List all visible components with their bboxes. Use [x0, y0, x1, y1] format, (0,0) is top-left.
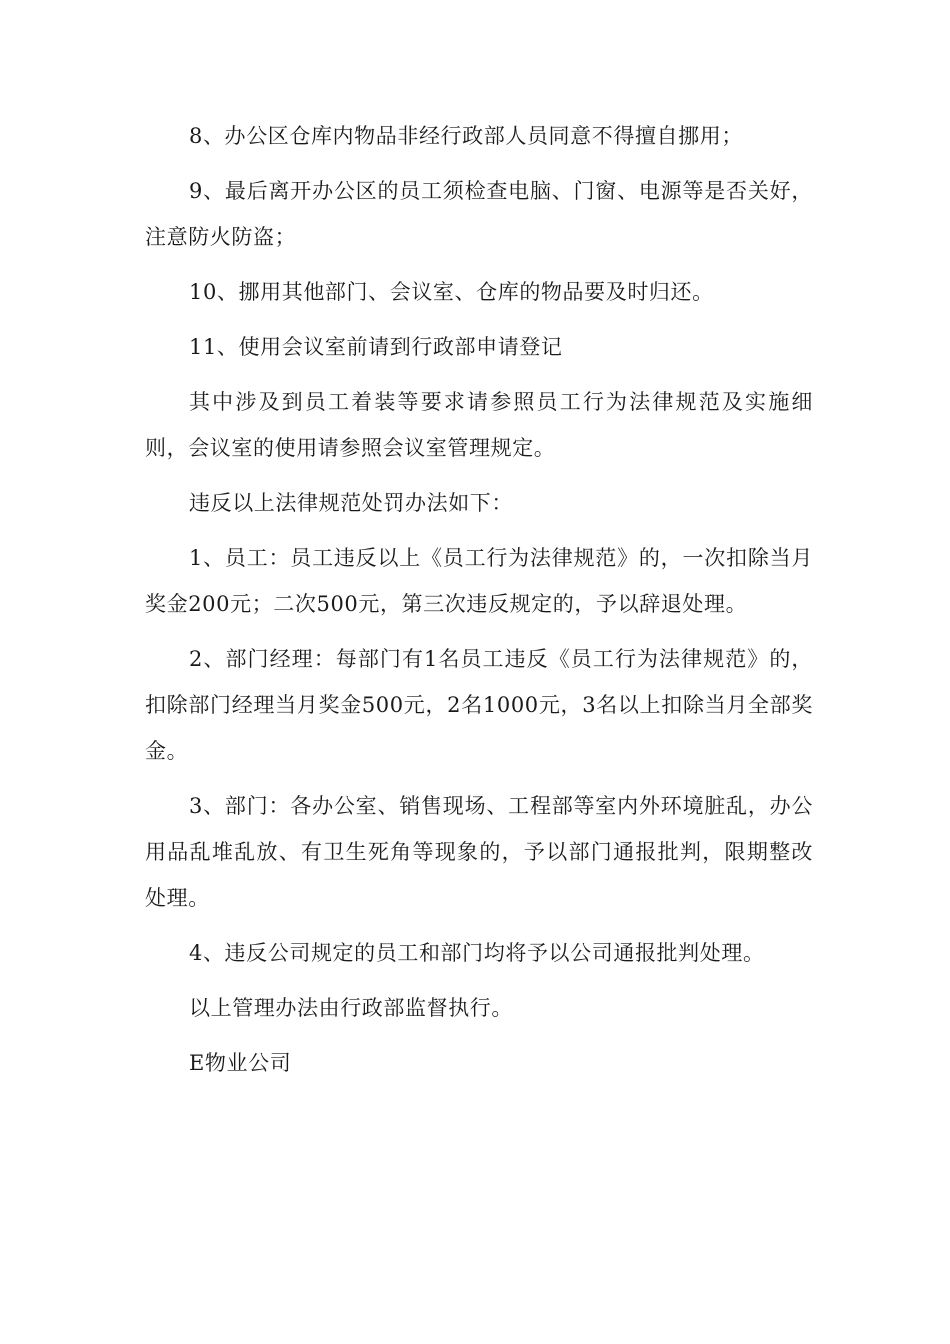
reference-note: 其中涉及到员工着装等要求请参照员工行为法律规范及实施细则，会议室的使用请参照会议室管理规定。 [145, 390, 813, 460]
supervision-note: 以上管理办法由行政部监督执行。 [189, 996, 513, 1020]
penalty-department: 3、部门：各办公室、销售现场、工程部等室内外环境脏乱，办公用品乱堆乱放、有卫生死角等现象的，予以部门通报批判，限期整改处理。 [145, 794, 813, 910]
rule-item-8: 8、办公区仓库内物品非经行政部人员同意不得擅自挪用； [189, 124, 743, 148]
penalty-heading: 违反以上法律规范处罚办法如下： [189, 491, 513, 515]
company-signature: E物业公司 [189, 1051, 292, 1075]
rule-item-10: 10、挪用其他部门、会议室、仓库的物品要及时归还。 [189, 280, 714, 304]
rule-item-9: 9、最后离开办公区的员工须检查电脑、门窗、电源等是否关好，注意防火防盗； [145, 179, 813, 249]
rule-item-11: 11、使用会议室前请到行政部申请登记 [189, 335, 563, 359]
penalty-employee: 1、员工：员工违反以上《员工行为法律规范》的，一次扣除当月奖金200元；二次500元，第三次违反规定的，予以辞退处理。 [145, 546, 813, 616]
document-body [145, 113, 813, 1095]
penalty-manager: 2、部门经理：每部门有1名员工违反《员工行为法律规范》的，扣除部门经理当月奖金500元，2名1000元，3名以上扣除当月全部奖金。 [145, 647, 813, 763]
penalty-company-notice: 4、违反公司规定的员工和部门均将予以公司通报批判处理。 [189, 941, 765, 965]
